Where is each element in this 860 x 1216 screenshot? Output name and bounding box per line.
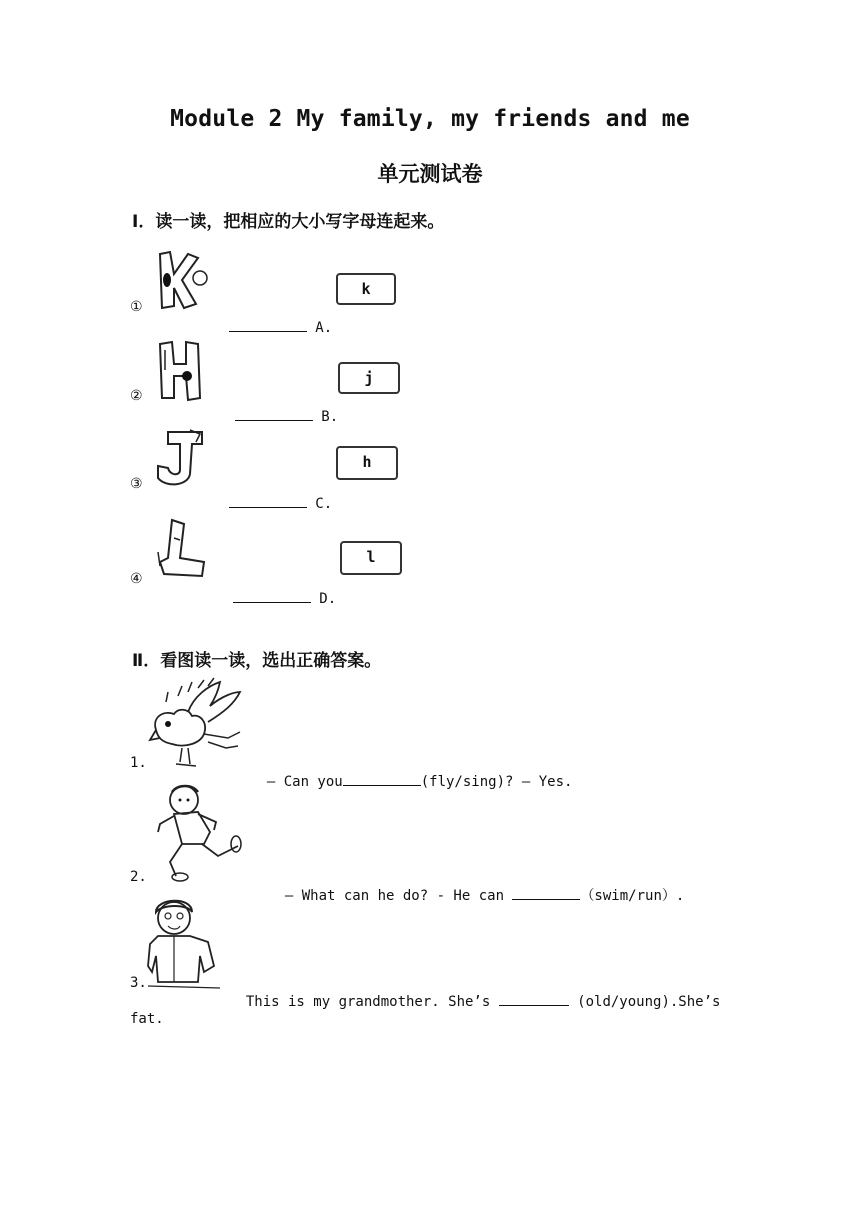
letter-box: j <box>338 362 400 394</box>
parrot-icon <box>148 678 242 770</box>
page-subtitle: 单元测试卷 <box>377 162 483 186</box>
answer-blank[interactable] <box>343 771 421 786</box>
question-text: (old/young).She’s <box>568 994 721 1010</box>
letter-box: h <box>336 446 398 480</box>
answer-blank[interactable] <box>233 588 311 603</box>
question-number: 1. <box>130 755 147 771</box>
running-boy-icon <box>152 784 242 884</box>
answer-blank[interactable] <box>229 493 307 508</box>
item-number: ④ <box>130 571 143 587</box>
letter-L-cartoon-icon <box>154 518 210 580</box>
option-label: D. <box>319 591 337 607</box>
option-label: C. <box>315 496 333 512</box>
item-number: ③ <box>130 476 143 492</box>
question-text: This is my grandmother. She’s <box>245 994 499 1010</box>
letter-box: l <box>340 541 402 575</box>
answer-blank[interactable] <box>512 885 580 900</box>
letter-box: k <box>336 273 396 305</box>
question-text: （swim/run）. <box>580 888 685 904</box>
question-text: — What can he do? - He can <box>284 888 513 904</box>
page-title: Module 2 My family, my friends and me <box>170 106 690 132</box>
answer-blank[interactable] <box>235 406 313 421</box>
question-text: — Can you <box>266 774 343 790</box>
question-text-line2: fat. <box>130 1011 164 1027</box>
letter-H-cartoon-icon <box>156 340 212 402</box>
letter-J-cartoon-icon <box>152 428 208 490</box>
question-number: 3. <box>130 975 147 991</box>
question-number: 2. <box>130 869 147 885</box>
option-label: B. <box>321 409 339 425</box>
question-text: (fly/sing)? — Yes. <box>420 774 573 790</box>
section-2-heading: Ⅱ．看图读一读，选出正确答案。 <box>132 651 382 671</box>
letter-K-cartoon-icon <box>152 248 212 312</box>
answer-blank[interactable] <box>499 991 569 1006</box>
grandmother-icon <box>148 896 224 990</box>
answer-blank[interactable] <box>229 317 307 332</box>
option-label: A. <box>315 320 333 336</box>
item-number: ① <box>130 299 143 315</box>
item-number: ② <box>130 388 143 404</box>
section-1-heading: Ⅰ．读一读，把相应的大小写字母连起来。 <box>132 212 445 232</box>
